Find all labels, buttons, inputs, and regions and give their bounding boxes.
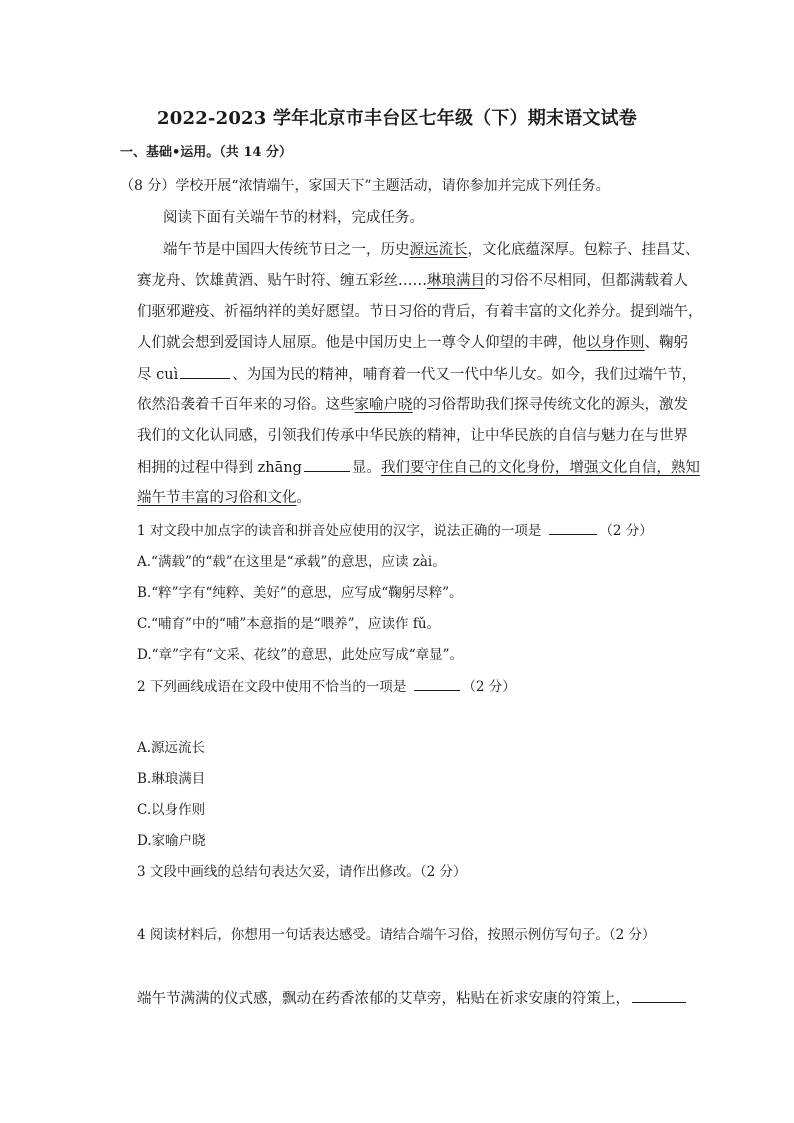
option-c: C.“哺育”中的“哺”本意指的是“喂养”，应读作 fǔ。 [137,616,441,632]
passage-text: 依然沿袭着千百年来的习俗。这些 [137,397,355,413]
option-b: B.琳琅满目 [137,771,206,787]
option-c: C.以身作则 [137,802,206,818]
question-4: 4 阅读材料后，你想用一句话表达感受。请结合端午习俗，按照示例仿写句子。（2 分） [137,927,656,943]
underlined-sentence: 我们要守住自己的文化身份，增强文化自信，熟知 [380,460,700,476]
question-3: 3 文段中画线的总结句表达欠妥，请作出修改。（2 分） [137,864,467,880]
question-stem: 2 下列画线成语在文段中使用不恰当的一项是 [137,679,407,695]
option-d: D.“章”字有“文采、花纹”的意思，此处应写成“章显”。 [137,647,464,663]
example-sentence [137,988,688,1009]
section-heading: 一、基础•运用。（共 14 分） [120,145,292,160]
passage-text: 的习俗帮助我们探寻传统文化的源头，激发 [412,397,688,413]
passage-text: 、为国为民的精神，哺育着一代又一代中华儿女。如今，我们过端午节， [232,367,697,383]
passage-line: 们驱邪避疫、祈福纳祥的美好愿望。节日习俗的背后，有着丰富的文化养分。提到端午， [137,304,703,320]
question-score: （2 分） [462,679,516,695]
passage-text: ，文化底蕴深厚。包粽子、挂昌艾、 [467,242,700,258]
passage-text: 相拥的过程中得到 zhāng [137,460,302,476]
option-b: B.“粹”字有“纯粹、美好”的意思，应写成“鞠躬尽粹”。 [137,585,463,601]
fill-blank[interactable] [304,457,350,472]
underlined-idiom: 以身作则 [586,335,645,351]
passage-text: 的习俗不尽相同，但都满载着人 [485,273,688,289]
task-intro: （8 分）学校开展“浓情端午，家国天下”主题活动，请你参加并完成下列任务。 [120,178,610,194]
example-text: 端午节满满的仪式感，飘动在药香浓郁的艾草旁，粘贴在祈求安康的符策上， [137,991,630,1007]
answer-blank[interactable] [549,520,597,535]
option-a: A.“满载”的“载”在这里是“承载”的意思，应读 zài。 [137,554,446,570]
question-stem: 1 对文段中加点字的读音和拼音处应使用的汉字，说法正确的一项是 [137,523,542,539]
passage-line [137,395,688,415]
passage-text: 端午节是中国四大传统节日之一，历史 [163,242,410,258]
passage-line [137,333,688,353]
question-1 [137,520,653,541]
passage-line [137,488,311,508]
exam-title: 2022-2023 学年北京市丰台区七年级（下）期末语文试卷 [157,108,637,129]
answer-blank[interactable] [632,988,686,1003]
option-a: A.源远流长 [137,740,206,756]
passage-text: 赛龙舟、饮雄黄酒、贴午时符、缠五彩丝…… [137,273,427,289]
reading-intro: 阅读下面有关端午节的材料，完成任务。 [163,210,424,226]
answer-blank[interactable] [414,676,460,691]
option-d: D.家喻户晓 [137,833,206,849]
passage-line [137,364,696,385]
passage-line [163,240,700,260]
underlined-sentence: 端午节丰富的习俗和文化 [137,490,297,506]
passage-text: 尽 cuì [137,367,179,383]
underlined-idiom: 琳琅满目 [427,273,485,289]
underlined-idiom: 源远流长 [409,242,468,258]
passage-text: 显。 [351,460,381,476]
fill-blank[interactable] [180,364,230,379]
passage-text: 、鞠躬 [644,335,688,351]
passage-line: 我们的文化认同感，引领我们传承中华民族的精神，让中华民族的自信与魅力在与世界 [137,428,688,444]
question-2 [137,676,516,697]
passage-line [137,271,688,291]
underlined-idiom: 家喻户晓 [354,397,413,413]
passage-text: 人们就会想到爱国诗人屈原。他是中国历史上一尊令人仰望的丰碑，他 [137,335,587,351]
question-score: （2 分） [599,523,653,539]
passage-line [137,457,700,478]
passage-text: 。 [296,490,311,506]
